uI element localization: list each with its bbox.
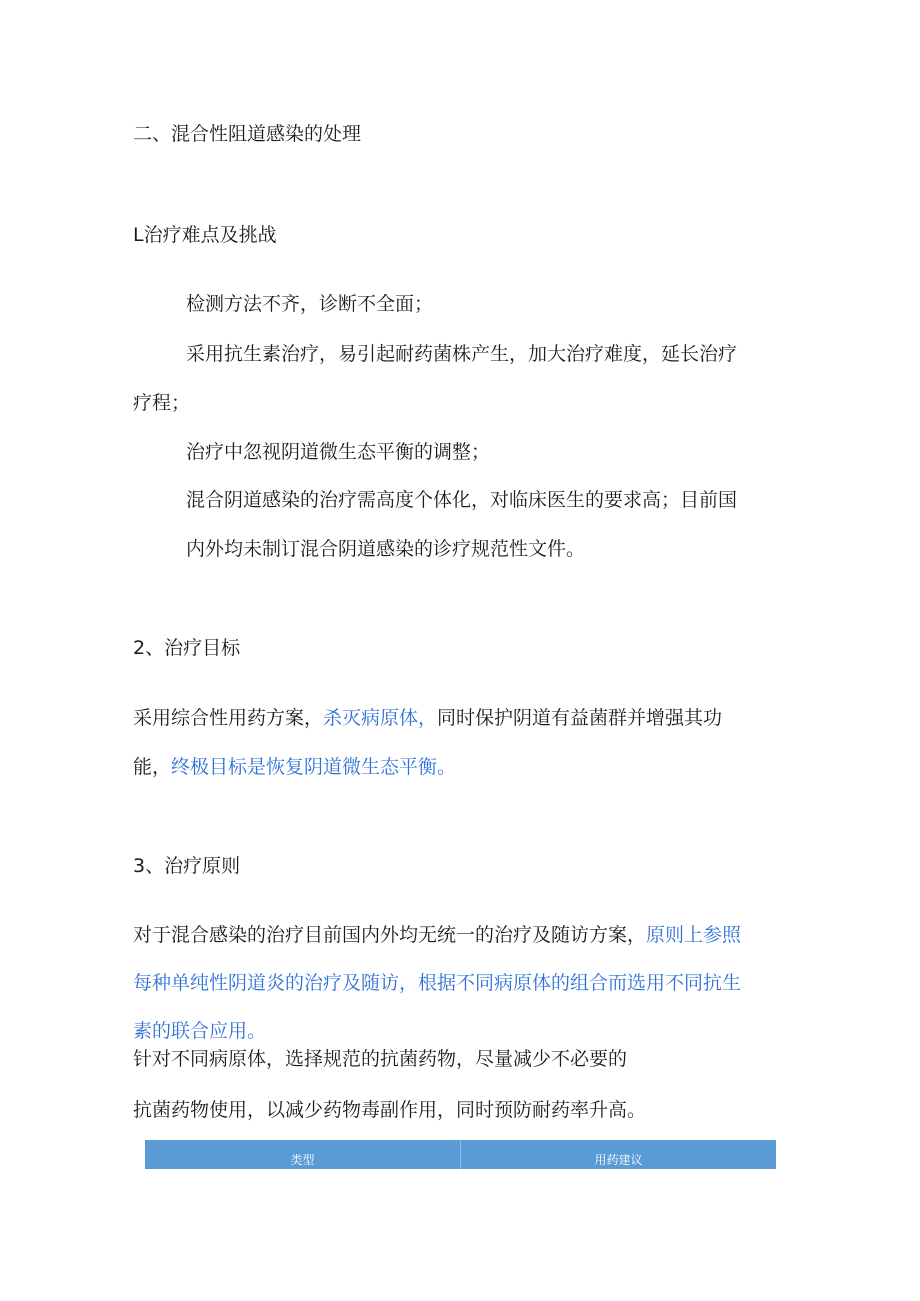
subheading-goals: 2、治疗目标 <box>133 637 241 659</box>
table-header-type: 类型 <box>290 1153 315 1167</box>
principles-highlight-a: 原则上参照 <box>646 924 742 946</box>
difficulty-item-4: 混合阴道感染的治疗需高度个体化，对临床医生的要求高；目前国 <box>186 489 738 511</box>
principles-line-2: 每种单纯性阴道炎的治疗及随访，根据不同病原体的组合而选用不同抗生 <box>133 972 742 994</box>
goals-text-d: 能， <box>133 756 172 778</box>
principles-text-a: 对于混合感染的治疗目前国内外均无统一的治疗及随访方案， <box>133 924 647 946</box>
difficulty-item-1: 检测方法不齐，诊断不全面； <box>186 293 434 315</box>
table-header <box>145 1140 776 1169</box>
goals-highlight-ultimate-goal: 终极目标是恢复阴道微生态平衡。 <box>171 756 457 778</box>
principles-line-5: 抗菌药物使用，以减少药物毒副作用，同时预防耐药率升高。 <box>133 1099 647 1121</box>
goals-paragraph-line-2 <box>133 755 456 779</box>
goals-highlight-kill-pathogen: 杀灭病原体， <box>323 707 438 729</box>
goals-paragraph-line-1 <box>133 706 722 730</box>
goals-text-a: 采用综合性用药方案， <box>133 707 324 729</box>
difficulty-item-2: 采用抗生素治疗，易引起耐药菌株产生，加大治疗难度，延长治疗 <box>186 343 738 365</box>
subheading-difficulties: L治疗难点及挑战 <box>133 224 277 246</box>
difficulty-item-2-cont: 疗程； <box>133 392 191 414</box>
section-title: 二、混合性阻道感染的处理 <box>133 123 362 145</box>
principles-line-1 <box>133 923 741 947</box>
subheading-principles: 3、治疗原则 <box>133 855 241 877</box>
difficulty-item-3: 治疗中忽视阴道微生态平衡的调整； <box>186 441 491 463</box>
principles-line-3: 素的联合应用。 <box>133 1020 267 1042</box>
difficulty-item-4-cont: 内外均未制订混合阴道感染的诊疗规范性文件。 <box>186 538 586 560</box>
table-header-medication-advice: 用药建议 <box>460 1140 776 1169</box>
principles-line-4: 针对不同病原体，选择规范的抗菌药物，尽量减少不必要的 <box>133 1048 628 1070</box>
goals-text-c: 同时保护阴道有益菌群并增强其功 <box>437 707 723 729</box>
